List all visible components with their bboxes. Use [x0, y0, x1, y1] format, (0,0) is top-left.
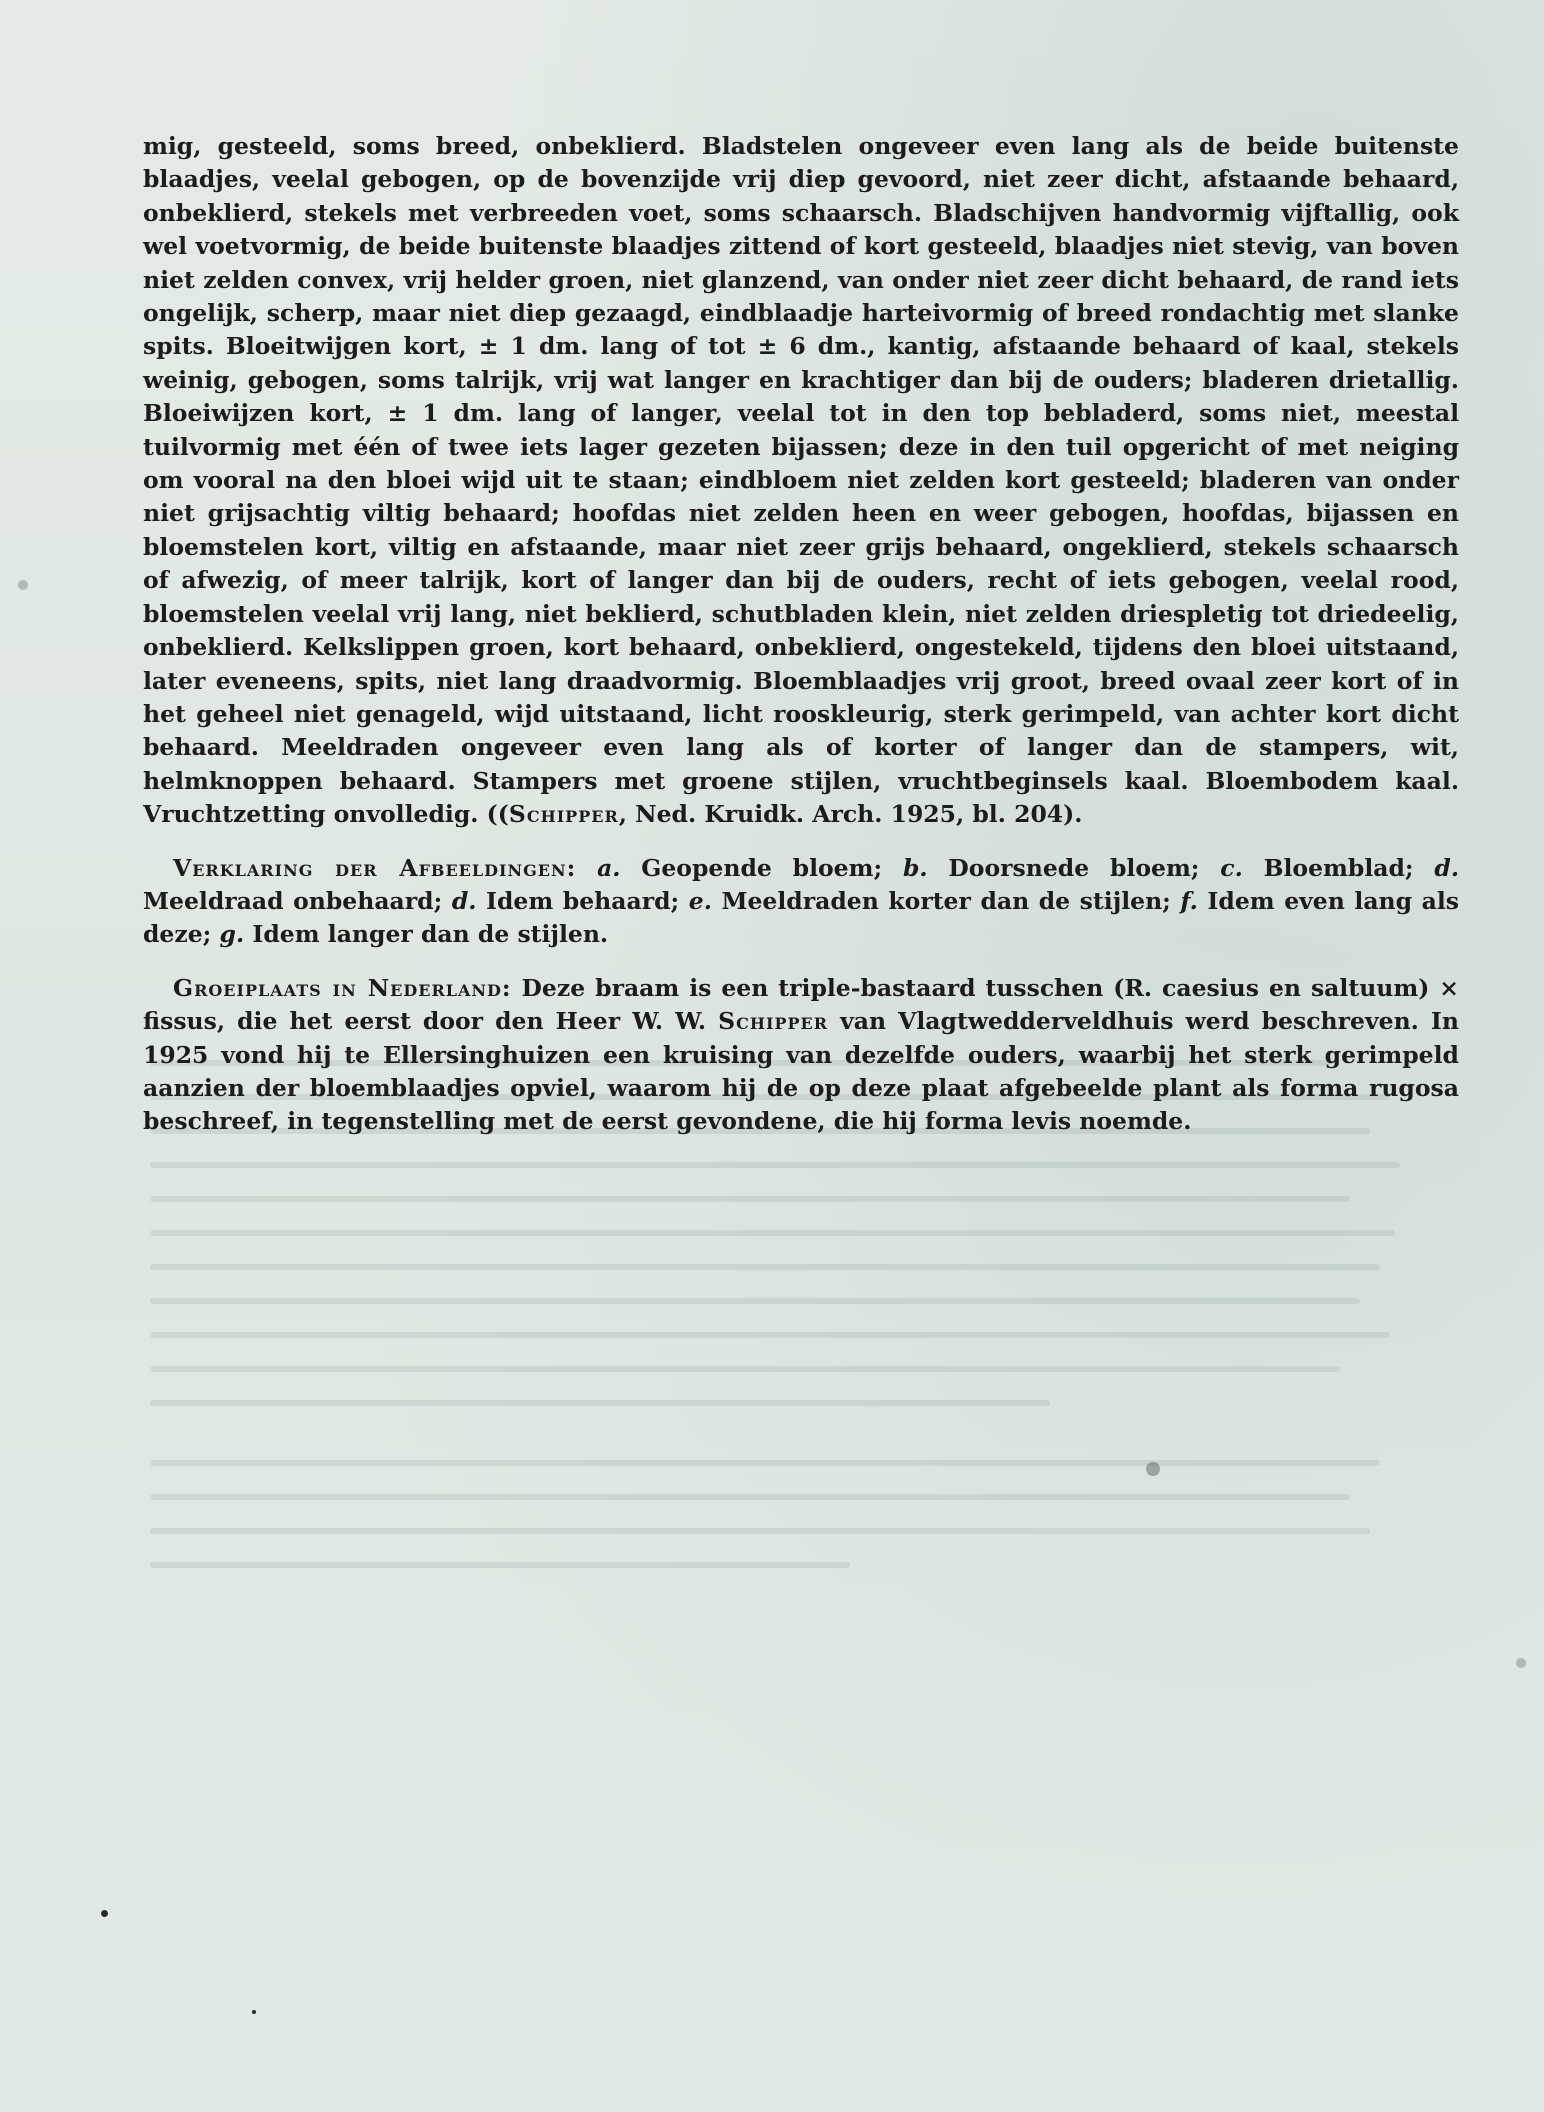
legend-text-d2: Idem behaard;	[476, 886, 689, 915]
legend-label-f: f.	[1180, 886, 1198, 915]
legend-text-c: Bloemblad;	[1242, 853, 1435, 882]
legend-label-g: g.	[219, 920, 245, 949]
legend-text-d1: Meeldraad onbehaard;	[143, 886, 452, 915]
legend-text-b: Doorsnede bloem;	[927, 853, 1221, 882]
figure-legend-heading: Verklaring der Afbeeldingen:	[173, 853, 577, 882]
paper-speck	[101, 1910, 108, 1917]
reference-open: ((	[478, 800, 509, 829]
paper-speck	[252, 2010, 256, 2014]
legend-text-e: Meeldraden korter dan de stijlen;	[711, 886, 1181, 915]
legend-text-a: Geopende bloem;	[620, 853, 903, 882]
description-paragraph	[143, 130, 1459, 832]
habitat-text-1: Deze braam is een triple-bastaard tusschen (R. caesius en saltuum) × fissus, die het eerst door den Heer W. W.	[143, 973, 1459, 1036]
legend-text-f: Idem even lang als deze;	[143, 886, 1459, 949]
paper-speck	[1516, 1658, 1526, 1668]
figure-legend-paragraph	[143, 852, 1459, 952]
reference-author: Schipper	[508, 800, 619, 829]
legend-label-d2: d.	[451, 886, 477, 915]
document-body	[143, 130, 1459, 1139]
legend-label-e: e.	[688, 886, 712, 915]
legend-text-g: Idem langer dan de stijlen.	[244, 920, 609, 949]
habitat-author: Schipper	[718, 1007, 829, 1036]
legend-label-c: c.	[1220, 853, 1243, 882]
habitat-paragraph	[143, 972, 1459, 1139]
paper-speck	[1146, 1462, 1160, 1476]
habitat-heading: Groeiplaats in Nederland:	[173, 973, 512, 1002]
description-text: mig, gesteeld, soms breed, onbeklierd. Bladstelen ongeveer even lang als de beide buitenste blaadjes, veelal gebogen, op de bovenzijde vrij diep gevoord, niet zeer dicht, afstaande behaard, onbeklierd, stekels met verbreeden voet, soms schaarsch. Bladschijven handvormig vijftallig, ook wel voetvormig, de beide buitenste blaadjes zittend of kort gesteeld, blaadjes niet stevig, van boven niet zelden convex, vrij helder groen, niet glanzend, van onder niet zeer dicht behaard, de rand iets ongelijk, scherp, maar niet diep gezaagd, eindblaadje harteivormig of breed rondachtig met slanke spits. Bloeitwijgen kort, ± 1 dm. lang of tot ± 6 dm., kantig, afstaande behaard of kaal, stekels weinig, gebogen, soms talrijk, vrij wat langer en krachtiger dan bij de ouders; bladeren drietallig. Bloeiwijzen kort, ± 1 dm. lang of langer, veelal tot in den top bebladerd, soms niet, meestal tuilvormig met één of twee iets lager gezeten bijassen; deze in den tuil opgericht of met neiging om vooral na den bloei wijd uit te staan; eindbloem niet zelden kort gesteeld; bladeren van onder niet grijsachtig viltig behaard; hoofdas niet zelden heen en weer gebogen, hoofdas, bijassen en bloemstelen kort, viltig en afstaande, maar niet zeer grijs behaard, ongeklierd, stekels schaarsch of afwezig, of meer talrijk, kort of langer dan bij de ouders, recht of iets gebogen, veelal rood, bloemstelen veelal vrij lang, niet beklierd, schutbladen klein, niet zelden driespletig tot driedeelig, onbeklierd. Kelkslippen groen, kort behaard, onbeklierd, ongestekeld, tijdens den bloei uitstaand, later eveneens, spits, niet lang draadvormig. Bloemblaadjes vrij groot, breed ovaal zeer kort of in het geheel niet genageld, wijd uitstaand, licht rooskleurig, sterk gerimpeld, van achter kort dicht behaard. Meeldraden ongeveer even lang als of korter of langer dan de stampers, wit, helmknoppen behaard. Stampers met groene stijlen, vruchtbeginsels kaal. Bloembodem kaal. Vruchtzetting onvolledig.	[143, 132, 1459, 829]
legend-label-b: b.	[902, 853, 928, 882]
paper-speck	[18, 580, 28, 590]
legend-label-d1: d.	[1434, 853, 1460, 882]
show-through-text	[150, 1060, 1450, 1960]
reference-rest: , Ned. Kruidk. Arch. 1925, bl. 204).	[618, 800, 1083, 829]
habitat-text-2: van Vlagtwedderveldhuis werd beschreven. In 1925 vond hij te Ellersinghuizen een kruising van dezelfde ouders, waarbij het sterk gerimpeld aanzien der bloemblaadjes opviel, waarom hij de op deze plaat afgebeelde plant als forma rugosa beschreef, in tegenstelling met de eerst gevondene, die hij forma levis noemde.	[143, 1007, 1459, 1136]
legend-label-a: a.	[597, 853, 621, 882]
